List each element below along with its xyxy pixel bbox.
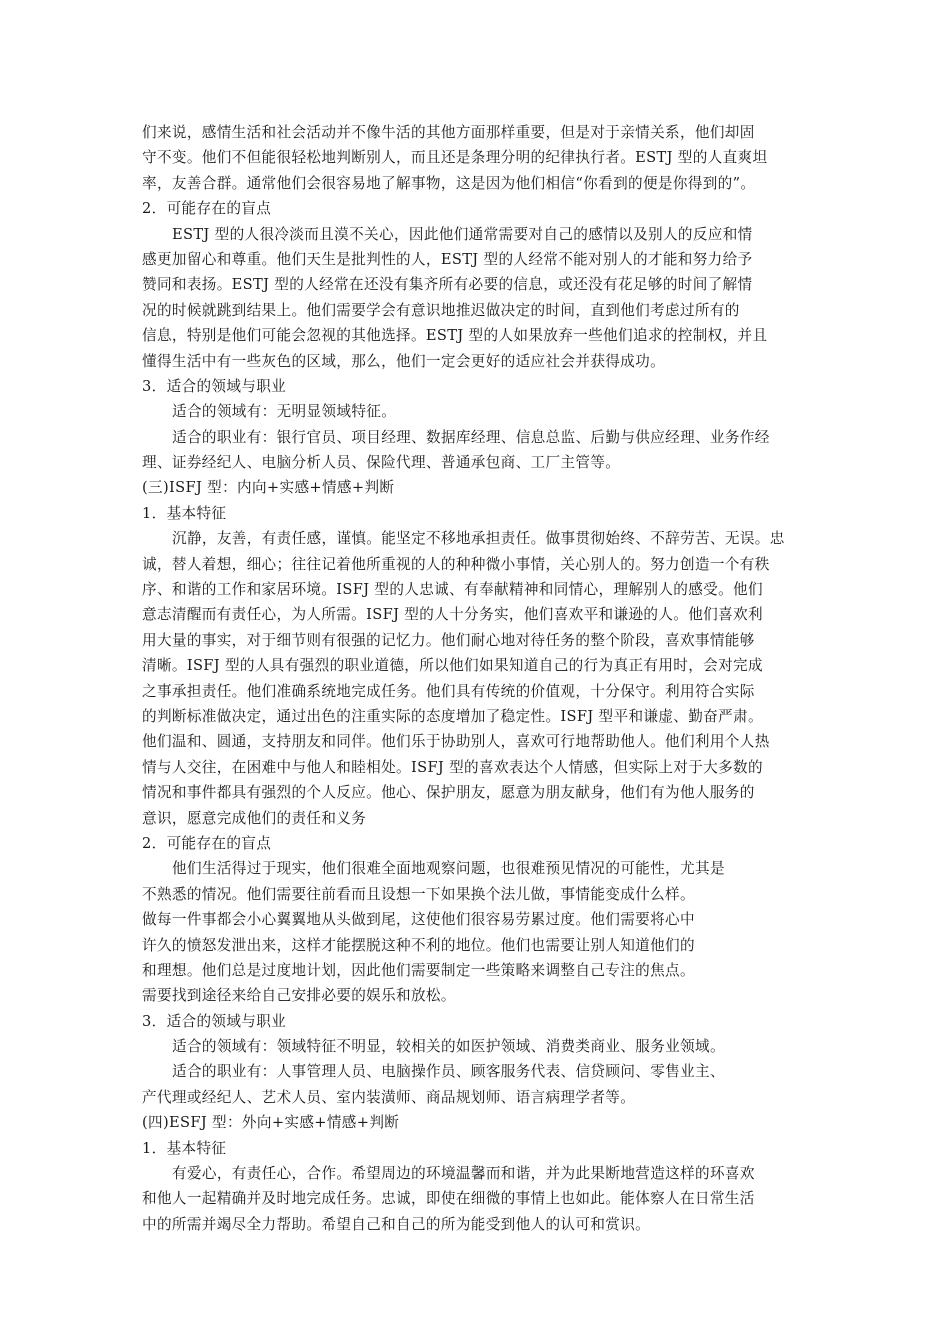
text-line: 适合的职业有：人事管理人员、电脑操作员、顾客服务代表、信贷顾问、零售业主、 <box>172 1063 725 1081</box>
text-line: 的判断标准做决定，通过出色的注重实际的态度增加了稳定性。ISFJ 型平和谦虚、勤奋严肃。 <box>142 707 763 725</box>
text-line: 用大量的事实，对于细节则有很强的记忆力。他们耐心地对待任务的整个阶段，喜欢事情能够 <box>142 631 755 649</box>
text-line: 诚，替人着想，细心；往往记着他所重视的人的种种微小事情，关心别人的。努力创造一个有秩 <box>142 555 770 573</box>
text-line: 和他人一起精确并及时地完成任务。忠诚，即使在细微的事情上也如此。能体察人在日常生活 <box>142 1190 755 1208</box>
text-line: 懂得生活中有一些灰色的区域，那么，他们一定会更好的适应社会并获得成功。 <box>142 352 666 370</box>
text-line: 赞同和表扬。ESTJ 型的人经常在还没有集齐所有必要的信息，或还没有花足够的时间了解情 <box>142 276 753 294</box>
text-line: 沉静，友善，有责任感，谨慎。能坚定不移地承担责任。做事贯彻始终、不辞劳苦、无误。忠 <box>172 530 785 548</box>
text-line: 做每一件事都会小心翼翼地从头做到尾，这使他们很容易劳累过度。他们需要将心中 <box>142 911 695 929</box>
text-line: 情况和事件都具有强烈的个人反应。他心、保护朋友，愿意为朋友献身，他们有为他人服务的 <box>142 784 755 802</box>
text-line: 理、证券经纪人、电脑分析人员、保险代理、普通承包商、工厂主管等。 <box>142 454 621 472</box>
text-line: 清晰。ISFJ 型的人具有强烈的职业道德，所以他们如果知道自己的行为真正有用时，会对完成 <box>142 657 763 675</box>
text-line: 3．适合的领域与职业 <box>142 377 287 395</box>
text-line: 不熟悉的情况。他们需要往前看而且设想一下如果换个法儿做，事情能变成什么样。 <box>142 885 695 903</box>
text-line: 中的所需并竭尽全力帮助。希望自己和自己的所为能受到他人的认可和赏识。 <box>142 1215 651 1233</box>
text-line: 情与人交往，在困难中与他人和睦相处。ISFJ 型的喜欢表达个人情感，但实际上对于大多数的 <box>142 758 763 776</box>
text-line: 感更加留心和尊重。他们天生是批判性的人，ESTJ 型的人经常不能对别人的才能和努力给予 <box>142 250 753 268</box>
text-line: 适合的领域有：无明显领域特征。 <box>172 403 397 421</box>
text-line: 许久的愤怒发泄出来，这样才能摆脱这种不利的地位。他们也需要让别人知道他们的 <box>142 936 695 954</box>
text-line: (四)ESFJ 型：外向+实感+情感+判断 <box>142 1114 400 1132</box>
text-line: 1．基本特征 <box>142 1139 227 1157</box>
text-line: (三)ISFJ 型：内向+实感+情感+判断 <box>142 479 395 497</box>
text-line: 2．可能存在的盲点 <box>142 834 272 852</box>
text-line: 和理想。他们总是过度地计划，因此他们需要制定一些策略来调整自己专注的焦点。 <box>142 961 695 979</box>
text-line: 他们生活得过于现实，他们很难全面地观察问题，也很难预见情况的可能性，尤其是 <box>172 860 725 878</box>
text-line: 况的时候就跳到结果上。他们需要学会有意识地推迟做决定的时间，直到他们考虑过所有的 <box>142 301 740 319</box>
text-line: 们来说，感情生活和社会活动并不像牛活的其他方面那样重要，但是对于亲情关系，他们却固 <box>142 124 755 141</box>
text-line: 适合的领域有：领域特征不明显，较相关的如医护领域、消费类商业、服务业领域。 <box>172 1038 725 1056</box>
text-line: 意志清醒而有责任心，为人所需。ISFJ 型的人十分务实，他们喜欢平和谦逊的人。他们喜欢利 <box>142 606 763 624</box>
text-line: 他们温和、圆通，支持朋友和同伴。他们乐于协助别人，喜欢可行地帮助他人。他们利用个人热 <box>142 733 770 751</box>
text-line: 守不变。他们不但能很轻松地判断别人，而且还是条理分明的纪律执行者。ESTJ 型的人直爽坦 <box>142 149 768 167</box>
text-line: 需要找到途径来给自己安排必要的娱乐和放松。 <box>142 987 456 1005</box>
text-line: 适合的职业有：银行官员、项目经理、数据库经理、信息总监、后勤与供应经理、业务作经 <box>172 428 770 446</box>
text-line: 信息，特别是他们可能会忽视的其他选择。ESTJ 型的人如果放弃一些他们追求的控制权，并且 <box>142 327 768 345</box>
text-line: 1．基本特征 <box>142 504 227 522</box>
text-line: 之事承担责任。他们准确系统地完成任务。他们具有传统的价值观，十分保守。利用符合实际 <box>142 682 755 700</box>
text-line: ESTJ 型的人很冷淡而且漠不关心，因此他们通常需要对自己的感情以及别人的反应和情 <box>172 225 753 243</box>
text-line: 率，友善合群。通常他们会很容易地了解事物，这是因为他们相信“你看到的便是你得到的”。 <box>142 174 756 192</box>
text-line: 3．适合的领域与职业 <box>142 1012 287 1030</box>
text-line: 有爱心，有责任心，合作。希望周边的环境温馨而和谐，并为此果断地营造这样的环喜欢 <box>172 1165 755 1183</box>
text-line: 意识，愿意完成他们的责任和义务 <box>142 809 367 827</box>
text-line: 序、和谐的工作和家居环境。ISFJ 型的人忠诚、有奉献精神和同情心，理解别人的感受。他们 <box>142 581 763 599</box>
text-line: 2．可能存在的盲点 <box>142 200 272 218</box>
document-body <box>142 120 814 1237</box>
text-line: 产代理或经纪人、艺术人员、室内装潢师、商品规划师、语言病理学者等。 <box>142 1088 636 1106</box>
